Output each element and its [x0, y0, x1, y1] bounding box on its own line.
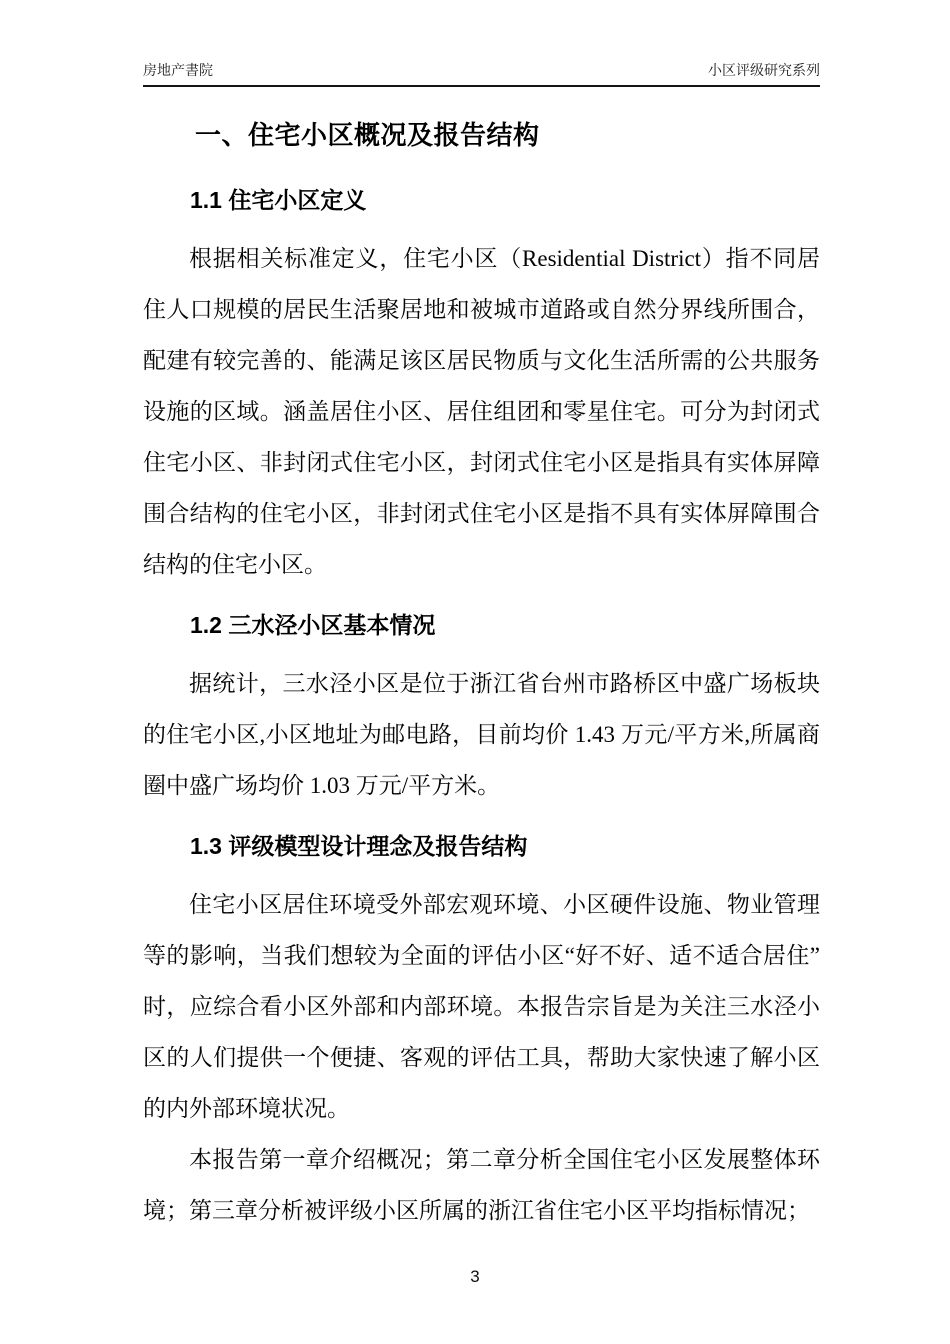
- header-left-text: 房地产書院: [143, 62, 213, 78]
- paragraph-report-structure: 本报告第一章介绍概况；第二章分析全国住宅小区发展整体环境；第三章分析被评级小区所属的浙江省住宅小区平均指标情况；: [143, 1147, 820, 1223]
- document-body: [143, 90, 820, 1236]
- page-number: 3: [470, 1267, 480, 1286]
- section-heading-1-2: 1.2 三水泾小区基本情况: [190, 612, 436, 638]
- section-heading-1-1: 1.1 住宅小区定义: [190, 187, 367, 213]
- header-right-text: 小区评级研究系列: [708, 62, 820, 78]
- paragraph-sanshuijing-basic-info: 据统计，三水泾小区是位于浙江省台州市路桥区中盛广场板块的住宅小区,小区地址为邮电路，目前均价 1.43 万元/平方米,所属商圈中盛广场均价 1.03 万元/平方米。: [143, 671, 820, 798]
- paragraph-residential-district-definition: 根据相关标准定义，住宅小区（Residential District）指不同居住人口规模的居民生活聚居地和被城市道路或自然分界线所围合，配建有较完善的、能满足该区居民物质与文化生活所需的公共服务设施的区域。涵盖居住小区、居住组团和零星住宅。可分为封闭式住宅小区、非封闭式住宅小区，封闭式住宅小区是指具有实体屏障围合结构的住宅小区，非封闭式住宅小区是指不具有实体屏障围合结构的住宅小区。: [143, 246, 820, 577]
- page-header: [143, 60, 820, 87]
- section-heading-1-3: 1.3 评级模型设计理念及报告结构: [190, 833, 528, 859]
- paragraph-rating-model-concept: 住宅小区居住环境受外部宏观环境、小区硬件设施、物业管理等的影响，当我们想较为全面的评估小区“好不好、适不适合居住”时，应综合看小区外部和内部环境。本报告宗旨是为关注三水泾小区的人们提供一个便捷、客观的评估工具，帮助大家快速了解小区的内外部环境状况。: [143, 892, 820, 1121]
- chapter-title: 一、住宅小区概况及报告结构: [195, 120, 540, 150]
